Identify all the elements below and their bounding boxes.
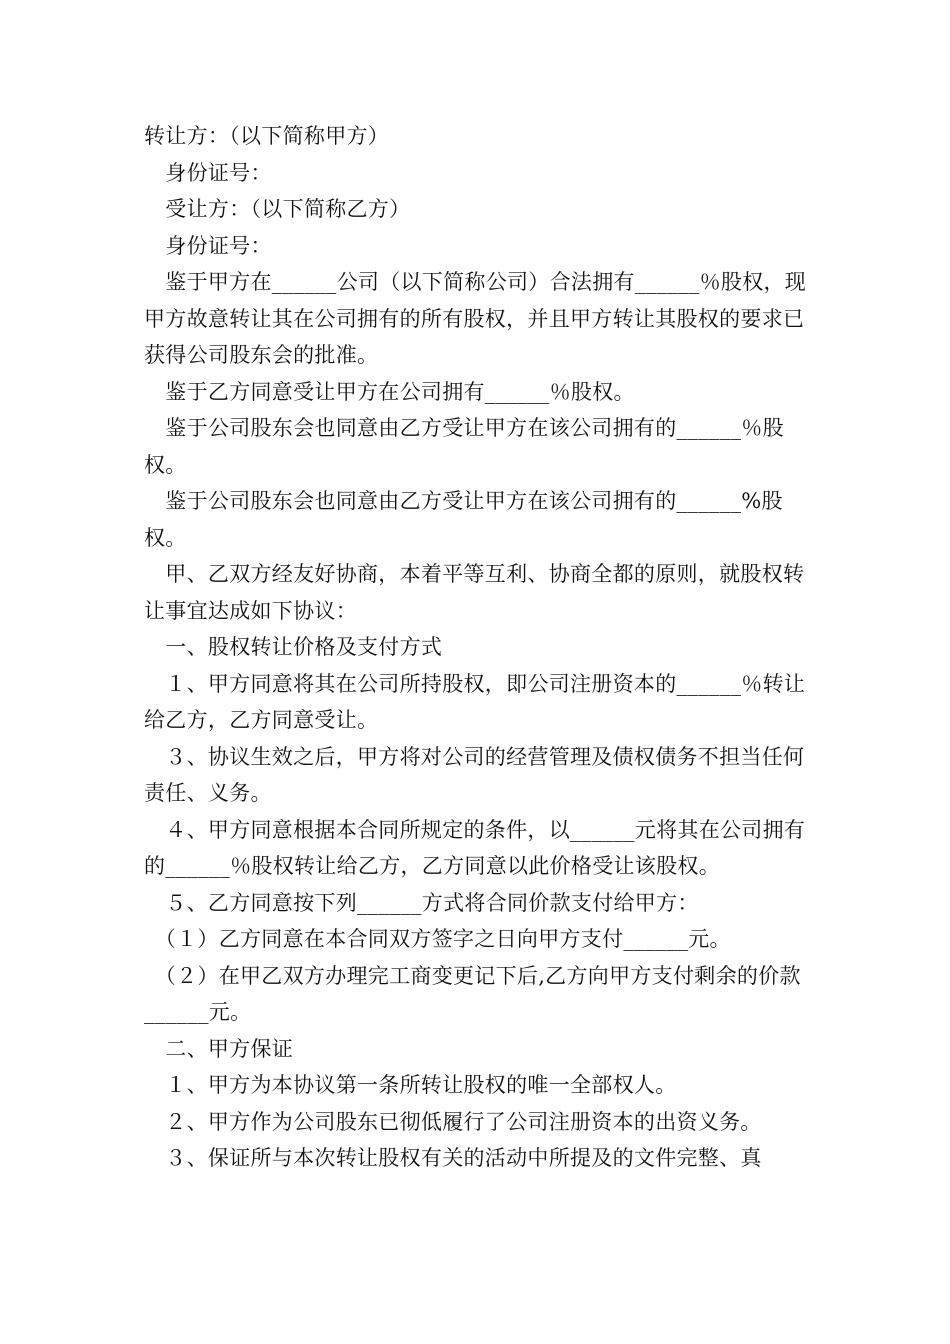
paragraph-transferor: 转让方：（以下简称甲方）: [144, 124, 390, 148]
clause-2-1: １、甲方为本协议第一条所转让股权的唯一全部权人。: [144, 1073, 677, 1097]
paragraph-transferor-id: 身份证号：: [144, 160, 272, 185]
clause-1-1: １、甲方同意将其在公司所持股权，即公司注册资本的______％转让给乙方，乙方同意受让。: [144, 671, 806, 732]
paragraph-transferee-id: 身份证号：: [144, 233, 272, 258]
section-heading-guarantee: 二、甲方保证: [144, 1036, 294, 1061]
clause-1-5-2: （２）在甲乙双方办理完工商变更记下后,乙方向甲方支付剩余的价款______元。: [144, 963, 801, 1024]
clause-2-3: ３、保证所与本次转让股权有关的活动中所提及的文件完整、真: [144, 1146, 762, 1170]
contract-body: [144, 118, 814, 1177]
clause-1-5: ５、乙方同意按下列______方式将合同价款支付给甲方：: [144, 890, 699, 915]
paragraph-recital-1: 鉴于甲方在______公司（以下简称公司）合法拥有______％股权，现甲方故意转让其在公司拥有的所有股权，并且甲方转让其股权的要求已获得公司股东会的批准。: [144, 270, 807, 367]
clause-2-2: ２、甲方作为公司股东已彻低履行了公司注册资本的出资义务。: [144, 1109, 762, 1134]
paragraph-recital-2: 鉴于乙方同意受让甲方在公司拥有______％股权。: [144, 379, 635, 404]
clause-1-4: ４、甲方同意根据本合同所规定的条件，以______元将其在公司拥有的______％股权转让给乙方，乙方同意以此价格受让该股权。: [144, 817, 806, 878]
section-heading-price-payment: 一、股权转让价格及支付方式: [144, 635, 443, 659]
paragraph-agreement-intro: 甲、乙双方经友好协商，本着平等互利、协商全都的原则，就股权转让事宜达成如下协议：: [144, 562, 805, 623]
clause-1-3: ３、协议生效之后，甲方将对公司的经营管理及债权债务不担当任何责任、义务。: [144, 744, 805, 805]
clause-1-5-1: （１）乙方同意在本合同双方签字之日向甲方支付______元。: [144, 927, 731, 951]
paragraph-recital-4: 鉴于公司股东会也同意由乙方受让甲方在该公司拥有的______%股权。: [144, 489, 783, 550]
paragraph-recital-3: 鉴于公司股东会也同意由乙方受让甲方在该公司拥有的______％股权。: [144, 416, 784, 477]
paragraph-transferee: 受让方：（以下简称乙方）: [144, 197, 411, 221]
